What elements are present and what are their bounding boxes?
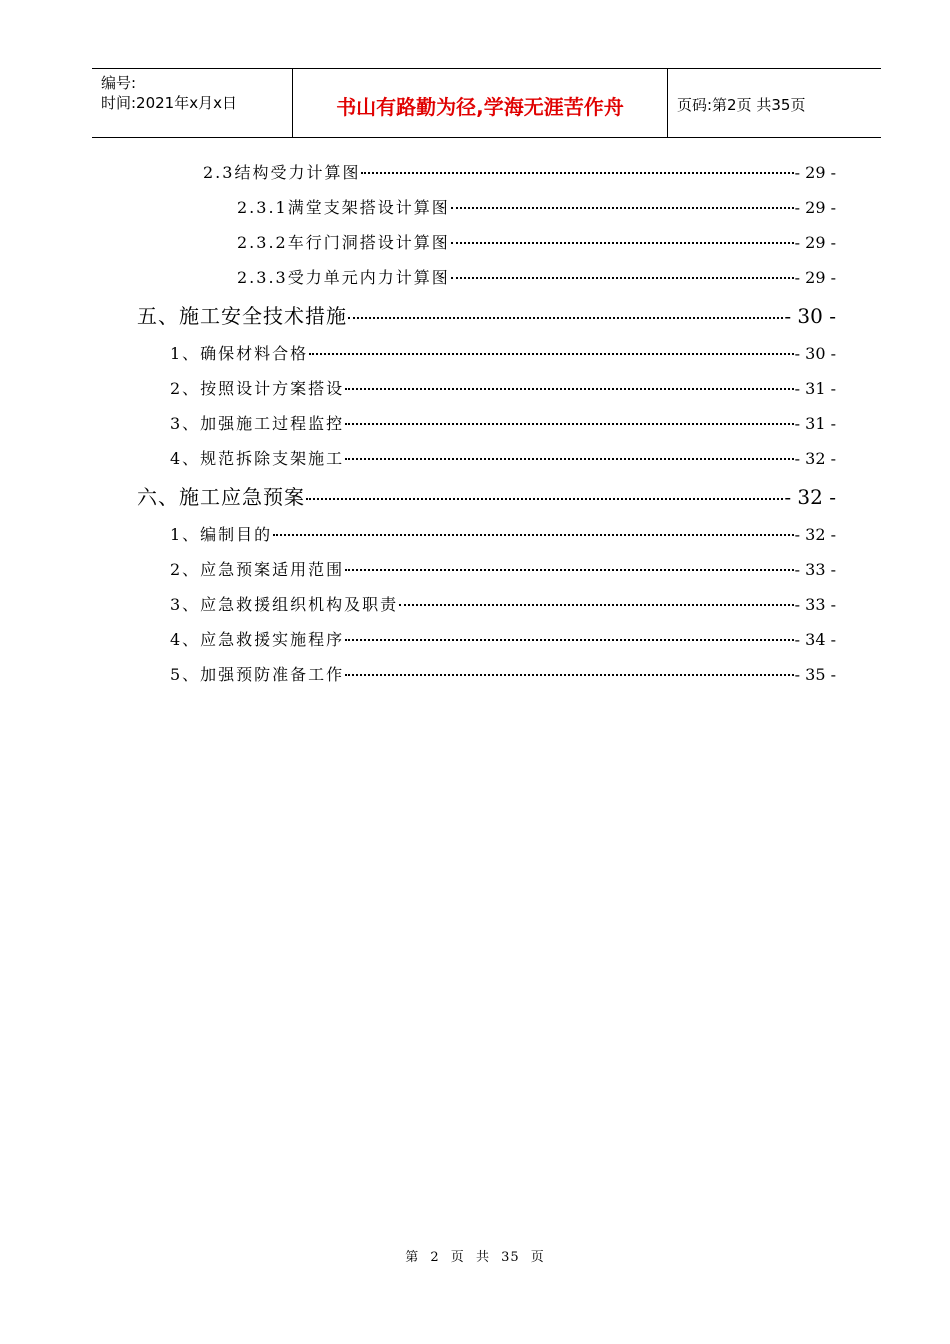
toc-entry-page: - 33 -: [794, 560, 836, 579]
toc-entry-title: 4、应急救援实施程序: [170, 630, 345, 649]
toc-dot-leader: [345, 623, 793, 641]
toc-entry-5-1[interactable]: [170, 341, 836, 364]
toc-dot-leader: [345, 372, 793, 390]
toc-entry-title: 1、确保材料合格: [170, 344, 309, 363]
toc-entry-2-3-1[interactable]: [237, 195, 836, 218]
toc-entry-title: 2.3结构受力计算图: [203, 163, 361, 182]
toc-chapter-5[interactable]: [137, 300, 836, 329]
toc-dot-leader: [345, 442, 793, 460]
toc-dot-leader: [451, 261, 794, 279]
page-header: [92, 68, 881, 138]
toc-dot-leader: [309, 337, 793, 355]
page-footer: [0, 1246, 950, 1265]
toc-entry-page: - 31 -: [794, 379, 836, 398]
footer-current-page: 2: [430, 1250, 440, 1265]
document-code-label: 编号:: [101, 74, 137, 92]
toc-dot-leader: [273, 518, 793, 536]
toc-entry-title: 3、加强施工过程监控: [170, 414, 345, 433]
footer-text: 页: [450, 1250, 465, 1265]
toc-entry-title: 2.3.2车行门洞搭设计算图: [237, 233, 450, 252]
toc-entry-page: - 32 -: [794, 525, 836, 544]
toc-entry-5-3[interactable]: [170, 411, 836, 434]
header-meta-cell: [92, 69, 292, 137]
footer-text: 页: [530, 1250, 545, 1265]
toc-entry-title: 5、加强预防准备工作: [170, 665, 345, 684]
toc-dot-leader: [345, 407, 793, 425]
toc-entry-title: 2、按照设计方案搭设: [170, 379, 345, 398]
header-page-info: 页码:第2页 共35页: [677, 96, 806, 114]
header-page-cell: [667, 69, 881, 137]
toc-entry-6-4[interactable]: [170, 627, 836, 650]
toc-chapter-6[interactable]: [137, 481, 836, 510]
toc-entry-title: 2.3.3受力单元内力计算图: [237, 268, 450, 287]
toc-entry-page: - 29 -: [794, 268, 836, 287]
toc-entry-page: - 30 -: [784, 304, 836, 328]
toc-entry-title: 2.3.1满堂支架搭设计算图: [237, 198, 450, 217]
toc-entry-title: 3、应急救援组织机构及职责: [170, 595, 399, 614]
toc-entry-page: - 32 -: [784, 485, 836, 509]
toc-entry-6-3[interactable]: [170, 592, 836, 615]
toc-dot-leader: [399, 588, 793, 606]
toc-entry-5-4[interactable]: [170, 446, 836, 469]
toc-entry-title: 4、规范拆除支架施工: [170, 449, 345, 468]
toc-entry-title: 2、应急预案适用范围: [170, 560, 345, 579]
toc-entry-6-2[interactable]: [170, 557, 836, 580]
toc-entry-page: - 33 -: [794, 595, 836, 614]
toc-entry-2-3-3[interactable]: [237, 265, 836, 288]
toc-entry-2-3-2[interactable]: [237, 230, 836, 253]
toc-dot-leader: [451, 226, 794, 244]
toc-entry-page: - 29 -: [794, 198, 836, 217]
toc-entry-5-2[interactable]: [170, 376, 836, 399]
toc-dot-leader: [348, 297, 783, 319]
document-time-label: 时间:2021年x月x日: [101, 94, 237, 112]
toc-entry-page: - 32 -: [794, 449, 836, 468]
footer-total-pages: 35: [501, 1250, 520, 1265]
toc-entry-page: - 31 -: [794, 414, 836, 433]
footer-text: 共: [475, 1250, 490, 1265]
toc-entry-6-1[interactable]: [170, 522, 836, 545]
toc-entry-page: - 35 -: [794, 665, 836, 684]
toc-entry-page: - 34 -: [794, 630, 836, 649]
toc-dot-leader: [345, 658, 793, 676]
toc-entry-page: - 29 -: [794, 163, 836, 182]
toc-entry-title: 五、施工安全技术措施: [137, 304, 347, 328]
toc-entry-page: - 30 -: [794, 344, 836, 363]
toc-dot-leader: [306, 478, 783, 500]
toc-entry-title: 六、施工应急预案: [137, 485, 305, 509]
toc-entry-page: - 29 -: [794, 233, 836, 252]
header-motto: 书山有路勤为径,学海无涯苦作舟: [336, 95, 624, 119]
footer-text: 第: [405, 1250, 420, 1265]
toc-entry-title: 1、编制目的: [170, 525, 273, 544]
toc-dot-leader: [345, 553, 793, 571]
toc-dot-leader: [361, 156, 793, 174]
toc-entry-6-5[interactable]: [170, 662, 836, 685]
toc-dot-leader: [451, 191, 794, 209]
toc-entry-2-3[interactable]: [203, 160, 836, 183]
header-motto-cell: [292, 69, 668, 137]
